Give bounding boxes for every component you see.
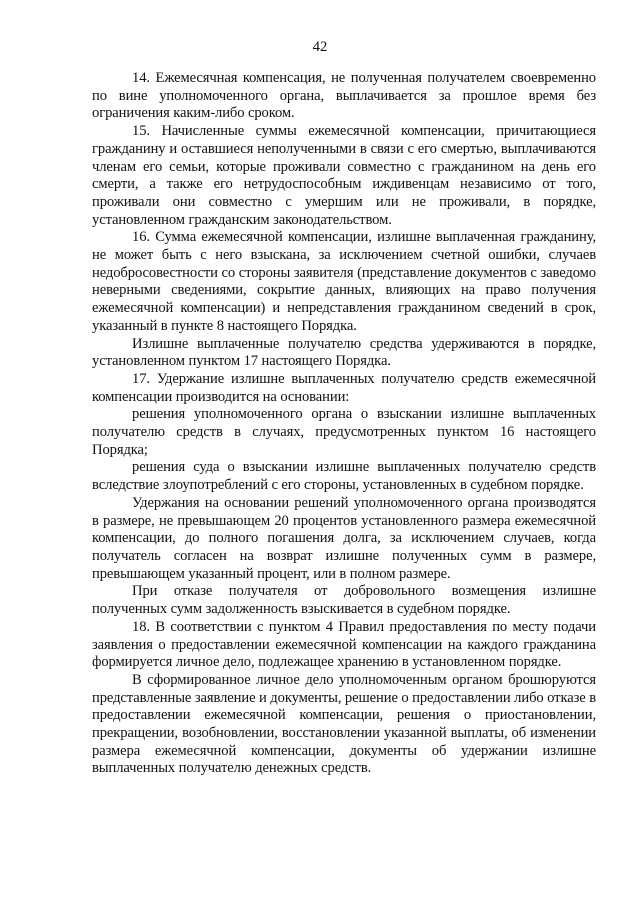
paragraph-17-authority-decision: решения уполномоченного органа о взыскании излишне выплаченных получателю средств в случаях, предусмотренных пунктом 16 настоящего Порядка; bbox=[92, 406, 596, 458]
paragraph-17: 17. Удержание излишне выплаченных получателю средств ежемесячной компенсации производится на основании: bbox=[92, 370, 596, 405]
paragraph-17-refusal: При отказе получателя от добровольного возмещения излишне полученных сумм задолженность взыскивается в судебном порядке. bbox=[92, 583, 596, 618]
paragraph-16-overpaid-funds: Излишне выплаченные получателю средства удерживаются в порядке, установленном пунктом 17 настоящего Порядка. bbox=[92, 335, 596, 370]
paragraph-17-deduction-limit: Удержания на основании решений уполномоченного органа производятся в размере, не превышающем 20 процентов установленного размера ежемесячной компенсации, до полного погашения долга, за исключением случаев, когда получатель согласен на возврат излишне полученных сумм в размере, превышающем указанный процент, или в полном размере. bbox=[92, 494, 596, 582]
paragraph-17-court-decision: решения суда о взыскании излишне выплаченных получателю средств вследствие злоупотреблений с его стороны, установленных в судебном порядке. bbox=[92, 459, 596, 494]
paragraph-18-personal-file: В сформированное личное дело уполномоченным органом брошюруются представленные заявление и документы, решение о предоставлении либо отказе в предоставлении ежемесячной компенсации, решения о приостановлении, прекращении, возобновлении, восстановлении указанной выплаты, об изменении размера ежемесячной компенсации, документы об удержании излишне выплаченных получателю денежных средств. bbox=[92, 671, 596, 777]
page-number: 42 bbox=[312, 39, 328, 55]
paragraph-14: 14. Ежемесячная компенсация, не полученная получателем своевременно по вине уполномоченного органа, выплачивается за прошлое время без ограничения каким-либо сроком. bbox=[92, 70, 596, 122]
paragraph-18: 18. В соответствии с пунктом 4 Правил предоставления по месту подачи заявления о предоставлении ежемесячной компенсации на каждого гражданина формируется личное дело, подлежащее хранению в установленном порядке. bbox=[92, 618, 596, 671]
paragraph-16: 16. Сумма ежемесячной компенсации, излишне выплаченная гражданину, не может быть с него взыскана, за исключением счетной ошибки, случаев недобросовестности со стороны заявителя (представление документов с заведомо неверными сведениями, сокрытие данных, влияющих на право получения ежемесячной компенсации) и непредставления гражданином сведений в срок, указанный в пункте 8 настоящего Порядка. bbox=[92, 229, 596, 334]
document-body bbox=[92, 70, 596, 778]
paragraph-15: 15. Начисленные суммы ежемесячной компенсации, причитающиеся гражданину и оставшиеся неполученными в связи с его смертью, выплачиваются членам его семьи, которые проживали совместно с гражданином на день его смерти, а также его нетрудоспособным иждивенцам независимо от того, проживали они совместно с умершим или не проживали, в порядке, установленном гражданским законодательством. bbox=[92, 123, 596, 228]
